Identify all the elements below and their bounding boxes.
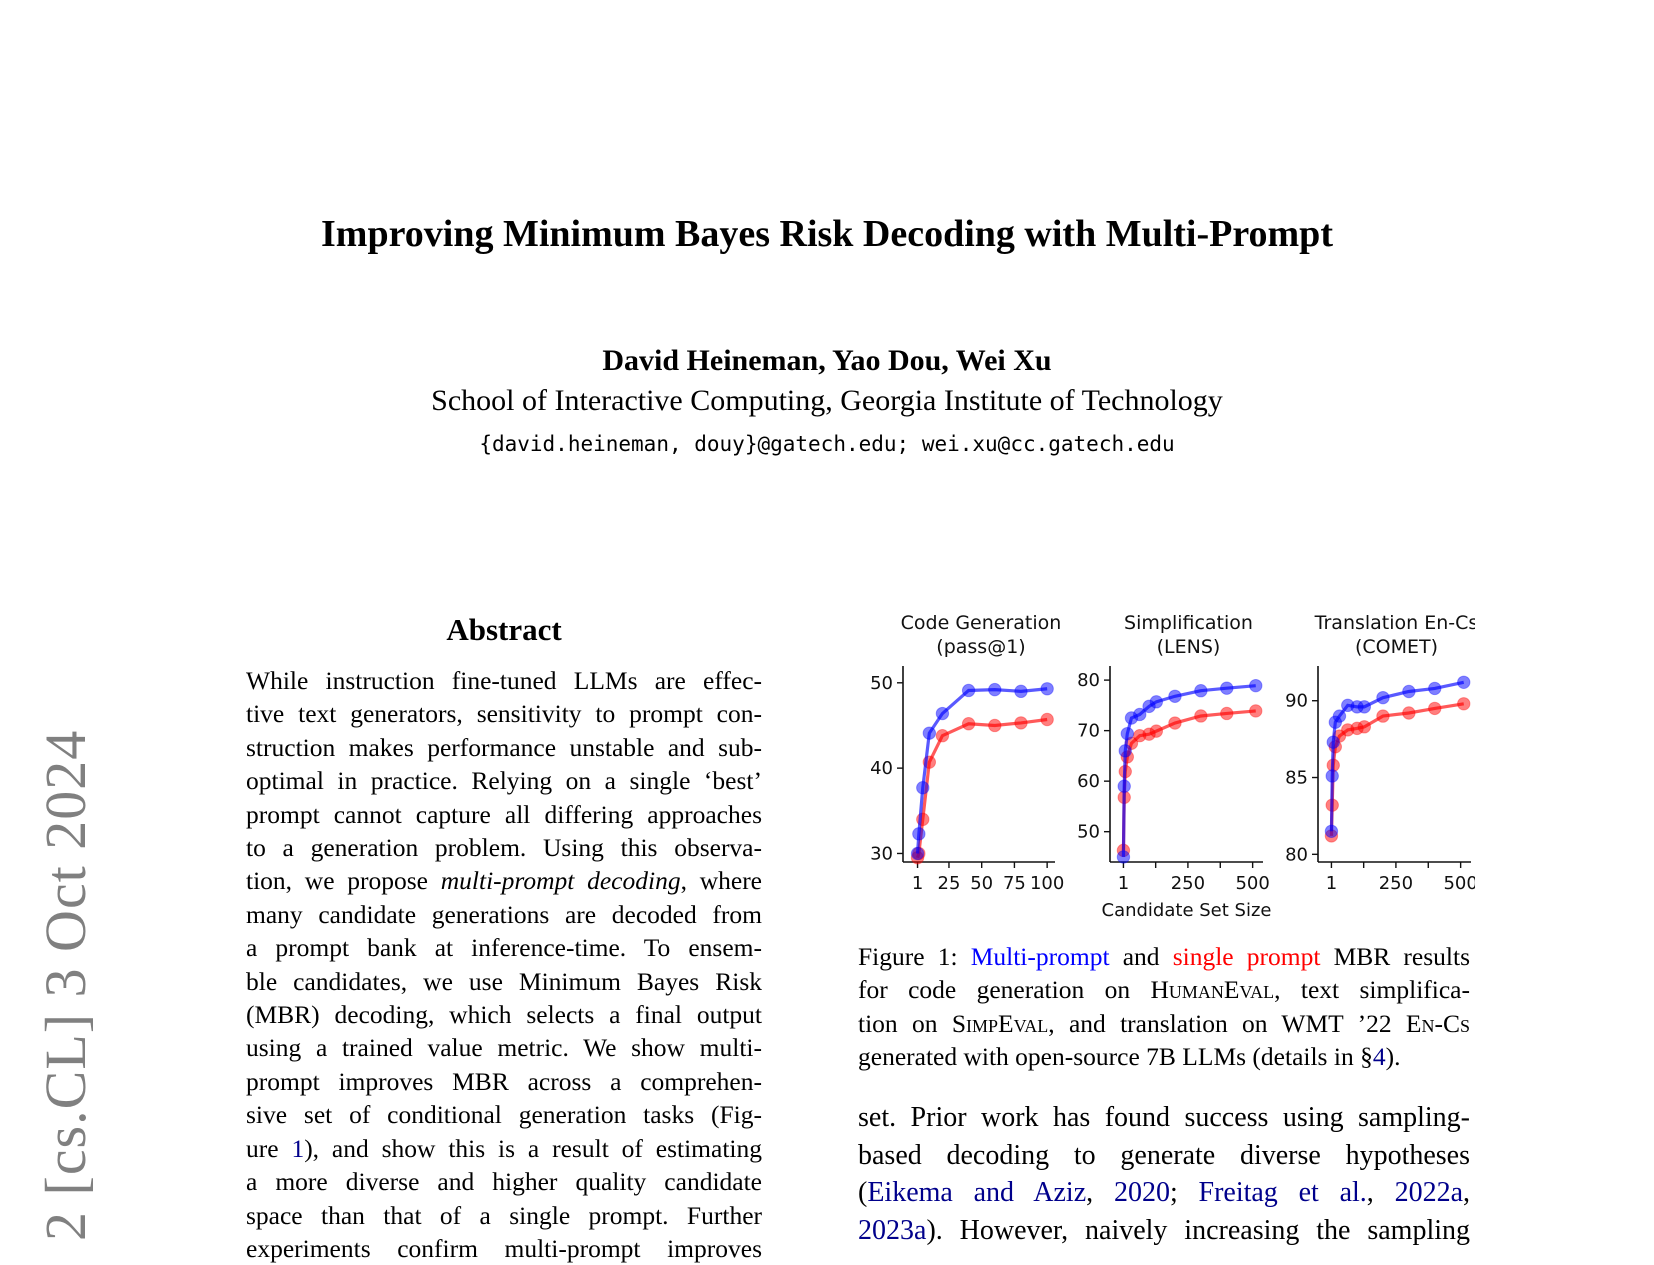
data-point [1403, 707, 1415, 719]
abstract-line: to a generation problem. Using this observa- [246, 833, 762, 863]
citation-year-2020[interactable]: 2020 [1113, 1177, 1170, 1208]
series-line [918, 719, 1048, 857]
abstract-line: tive text generators, sensitivity to prompt con- [246, 699, 762, 729]
caption-text: , text simplifica- [1274, 975, 1470, 1005]
abstract-line: prompt cannot capture all differing approaches [246, 799, 762, 829]
data-point [923, 727, 935, 739]
caption-line [858, 940, 1470, 973]
figure-caption [858, 940, 1470, 1074]
y-tick-label: 90 [1285, 690, 1308, 712]
x-tick-label: 1 [1325, 873, 1338, 894]
x-tick-label: 250 [1378, 873, 1414, 894]
figure-1-chart [855, 605, 1475, 925]
caption-text: Figure 1: [858, 942, 971, 971]
data-point [1169, 690, 1181, 702]
caption-line [858, 1040, 1470, 1073]
data-point [1195, 710, 1207, 722]
y-tick-label: 80 [1285, 844, 1308, 866]
series-line [1331, 704, 1463, 836]
x-tick-label: 100 [1029, 873, 1065, 894]
abstract-line [246, 1132, 762, 1165]
author-emails: {david.heineman, douy}@gatech.edu; wei.xu@cc.gatech.edu [479, 432, 1175, 456]
abstract-text: tion, we propose [246, 866, 441, 896]
abstract-line: ble candidates, we use Minimum Bayes Risk [246, 966, 762, 996]
data-point [917, 782, 929, 794]
x-axis-label: Candidate Set Size [1101, 900, 1272, 921]
body-text: ( [858, 1177, 868, 1208]
chart-title: Code Generation [900, 612, 1062, 634]
chart-subtitle: (LENS) [1156, 636, 1221, 658]
data-point [1250, 705, 1262, 717]
x-tick-label: 1 [1117, 873, 1130, 894]
chart-svg [855, 605, 1475, 925]
data-point [1221, 707, 1233, 719]
abstract-line [246, 864, 762, 897]
section-ref-link[interactable]: 4 [1372, 1042, 1386, 1072]
abstract-line: space than that of a single prompt. Further [246, 1200, 762, 1230]
chart-title: Translation En-Cs [1314, 612, 1475, 634]
data-point [936, 730, 948, 742]
caption-text: and [1109, 942, 1173, 971]
data-point [1117, 851, 1129, 863]
y-tick-label: 70 [1077, 720, 1100, 742]
data-point [1358, 721, 1370, 733]
data-point [1327, 736, 1339, 748]
abstract-line: many candidate generations are decoded from [246, 899, 762, 929]
abstract-text: ure [246, 1133, 292, 1163]
data-point [1015, 717, 1027, 729]
abstract-line: struction makes performance unstable and sub- [246, 732, 762, 762]
abstract-line: While instruction fine-tuned LLMs are effec- [246, 666, 762, 695]
data-point [1250, 679, 1262, 691]
data-point [1150, 696, 1162, 708]
legend-single-prompt: single prompt [1172, 942, 1321, 971]
dataset-en-cs: En-Cs [1405, 1008, 1470, 1038]
data-point [1041, 683, 1053, 695]
abstract-line: optimal in practice. Relying on a single ‘best’ [246, 766, 762, 796]
abstract-line: experiments confirm multi-prompt improves [246, 1233, 762, 1263]
data-point [1169, 717, 1181, 729]
caption-text: for code generation on [858, 975, 1151, 1005]
data-point [1015, 685, 1027, 697]
data-point [1403, 685, 1415, 697]
data-point [989, 719, 1001, 731]
y-tick-label: 60 [1077, 771, 1100, 793]
chart-panel-0 [870, 612, 1064, 894]
data-point [1358, 701, 1370, 713]
abstract-body [246, 664, 762, 1265]
y-tick-label: 80 [1077, 670, 1100, 692]
affiliation: School of Interactive Computing, Georgia Institute of Technology [431, 384, 1223, 417]
body-text: ). However, naively increasing the sampling [926, 1214, 1470, 1246]
abstract-text: , where [680, 866, 763, 896]
italic-term: multi-prompt decoding [440, 866, 681, 896]
caption-line [858, 1007, 1470, 1040]
data-point [1458, 698, 1470, 710]
data-point [1333, 710, 1345, 722]
data-point [1326, 770, 1338, 782]
data-point [1429, 682, 1441, 694]
x-tick-label: 250 [1170, 873, 1206, 894]
body-text: ; [1169, 1177, 1199, 1208]
abstract-line: using a trained value metric. We show multi- [246, 1033, 762, 1063]
data-point [1041, 713, 1053, 725]
y-tick-label: 30 [870, 843, 893, 865]
figure-ref-link[interactable]: 1 [291, 1133, 305, 1163]
abstract-text: ), and show this is a result of estimating [304, 1133, 762, 1163]
data-point [1325, 825, 1337, 837]
x-tick-label: 75 [1002, 873, 1026, 894]
y-tick-label: 40 [870, 758, 893, 780]
data-point [1118, 780, 1130, 792]
data-point [913, 828, 925, 840]
citation-year-2022a[interactable]: 2022a [1394, 1177, 1464, 1208]
data-point [1429, 702, 1441, 714]
data-point [1377, 710, 1389, 722]
abstract-line: sive set of conditional generation tasks (Fig- [246, 1100, 762, 1130]
chart-panel-1 [1077, 612, 1271, 921]
data-point [1377, 691, 1389, 703]
abstract-line: a prompt bank at inference-time. To ensem- [246, 933, 762, 963]
caption-text: , and translation on WMT ’22 [1048, 1008, 1406, 1038]
data-point [1121, 727, 1133, 739]
data-point [1458, 676, 1470, 688]
x-tick-label: 1 [911, 873, 924, 894]
caption-text: tion on [858, 1008, 952, 1038]
abstract-line: prompt improves MBR across a comprehen- [246, 1066, 762, 1096]
body-line: based decoding to generate diverse hypotheses [858, 1139, 1470, 1171]
arxiv-stamp: 2 [cs.CL] 3 Oct 2024 [33, 729, 98, 1241]
x-tick-label: 500 [1443, 873, 1475, 894]
dataset-simpeval: SimpEval [951, 1008, 1049, 1038]
data-point [1119, 745, 1131, 757]
data-point [911, 847, 923, 859]
chart-panel-2 [1285, 612, 1475, 894]
dataset-humaneval: HumanEval [1150, 975, 1275, 1005]
body-text: , [1463, 1177, 1471, 1208]
legend-multi-prompt: Multi-prompt [970, 942, 1110, 971]
data-point [962, 718, 974, 730]
data-point [936, 707, 948, 719]
data-point [989, 683, 1001, 695]
y-tick-label: 85 [1285, 767, 1308, 789]
chart-subtitle: (COMET) [1354, 636, 1439, 658]
body-text-right [858, 1099, 1470, 1249]
chart-title: Simplification [1124, 612, 1253, 634]
y-tick-label: 50 [1077, 821, 1100, 843]
x-tick-label: 25 [937, 873, 961, 894]
citation-freitag[interactable]: Freitag et al. [1198, 1177, 1367, 1208]
caption-text: ). [1385, 1042, 1401, 1072]
x-tick-label: 50 [970, 873, 994, 894]
data-point [1150, 725, 1162, 737]
abstract-line: (MBR) decoding, which selects a final output [246, 1000, 762, 1030]
abstract-heading: Abstract [446, 612, 562, 647]
author-list: David Heineman, Yao Dou, Wei Xu [602, 344, 1052, 377]
citation-eikema-aziz[interactable]: Eikema and Aziz [867, 1177, 1087, 1208]
abstract-line: a more diverse and higher quality candidate [246, 1167, 762, 1197]
data-point [1195, 685, 1207, 697]
y-tick-label: 50 [870, 672, 893, 694]
data-point [962, 684, 974, 696]
x-tick-label: 500 [1235, 873, 1270, 894]
paper-title: Improving Minimum Bayes Risk Decoding with Multi-Prompt [321, 213, 1333, 255]
body-line [858, 1212, 1470, 1250]
data-point [1221, 682, 1233, 694]
caption-line [858, 973, 1470, 1006]
chart-subtitle: (pass@1) [936, 636, 1026, 658]
body-line: set. Prior work has found success using sampling- [858, 1102, 1470, 1133]
caption-text: generated with open-source 7B LLMs (details in § [858, 1042, 1373, 1072]
body-line: (Eikema and Aziz, 2020; Freitag et al., 2022a, [858, 1177, 1471, 1208]
caption-text: MBR results [1320, 942, 1470, 971]
citation-year-2023a[interactable]: 2023a [858, 1214, 927, 1246]
